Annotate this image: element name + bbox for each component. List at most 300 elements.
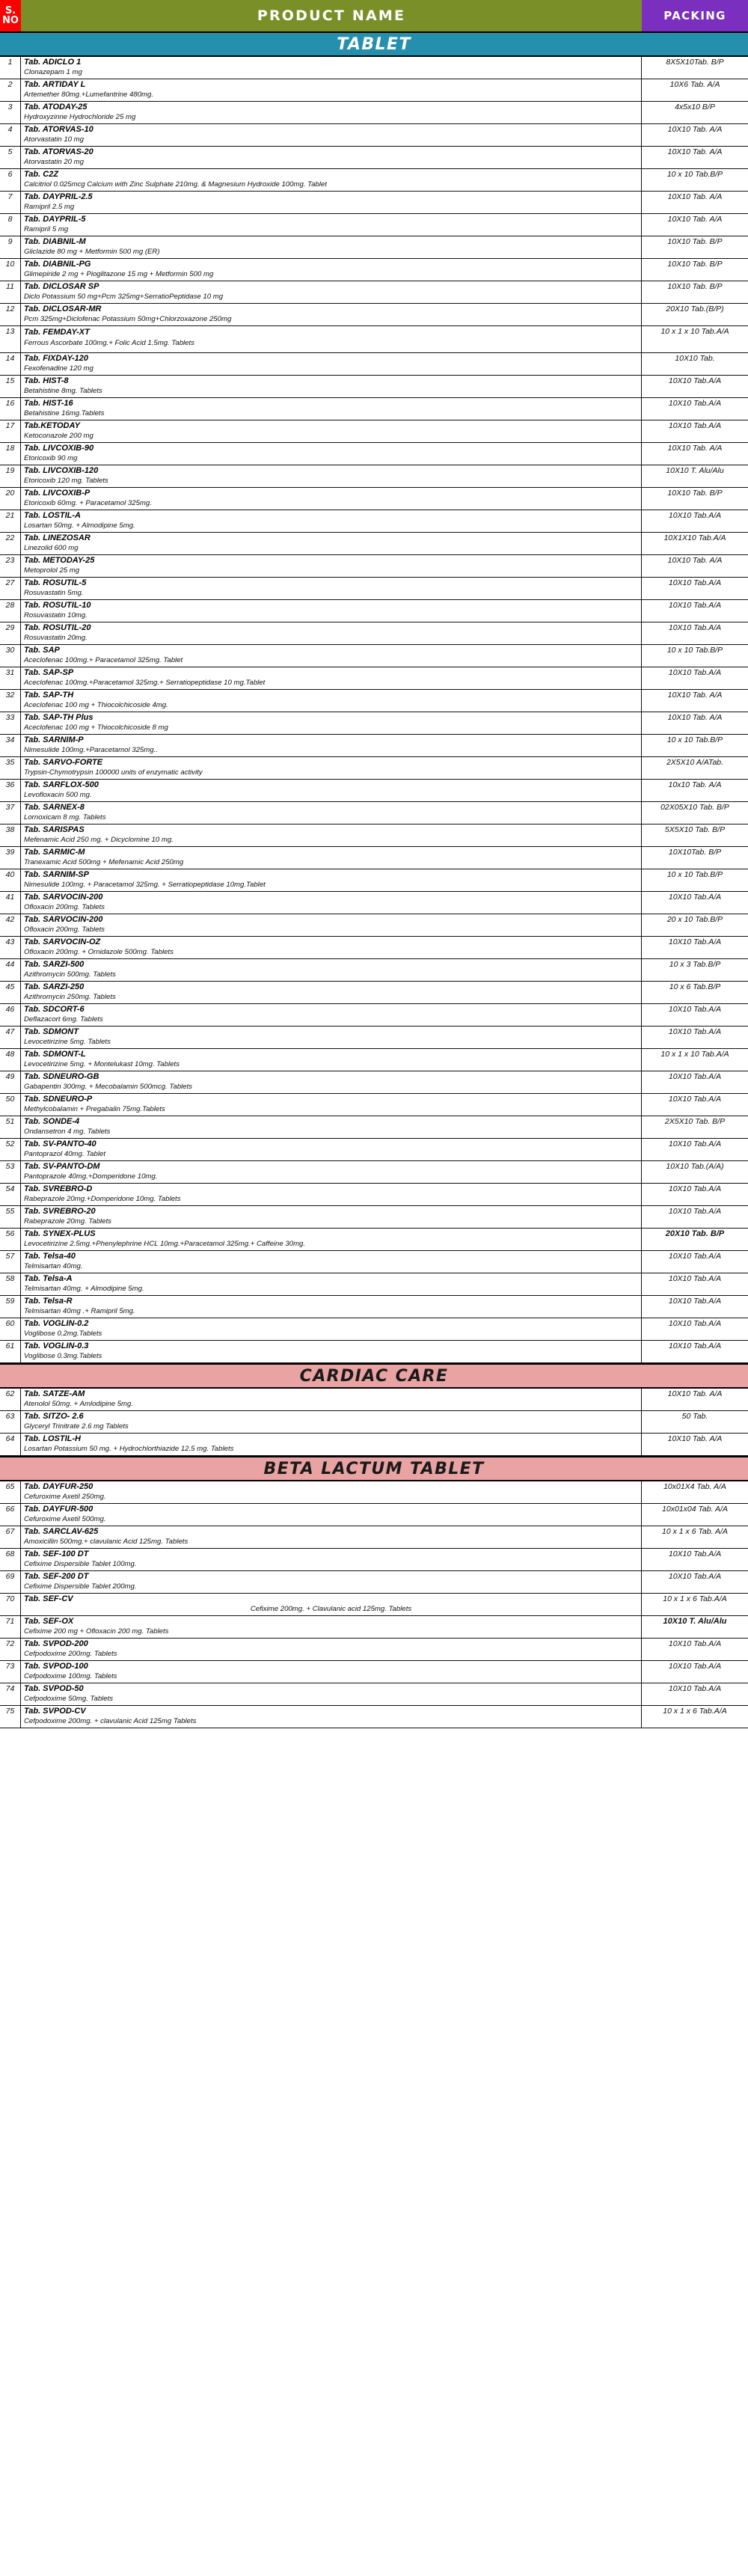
row-packing: 10 x 6 Tab.B/P: [669, 982, 721, 991]
product-brand-name: Tab. DAYFUR-500: [24, 1505, 94, 1514]
table-row: [0, 281, 748, 304]
row-packing: 20X10 Tab.(B/P): [666, 305, 724, 313]
table-row: [0, 1549, 748, 1571]
table-row: [0, 1616, 748, 1639]
row-product-cell: [21, 847, 642, 869]
table-row: [0, 1049, 748, 1071]
table-row: [0, 712, 748, 735]
row-product-cell: [21, 937, 642, 958]
product-composition: Rabeprazole 20mg. Tablets: [24, 1217, 111, 1226]
table-row: [0, 57, 748, 79]
row-packing: 10X10 Tab. A/A: [667, 215, 723, 224]
row-product-cell: [21, 1481, 642, 1503]
row-serial-no: 43: [0, 937, 21, 958]
row-serial-no: 40: [0, 869, 21, 891]
row-serial-no: 64: [0, 1434, 21, 1455]
product-composition: Deflazacort 6mg. Tablets: [24, 1015, 103, 1024]
row-product-cell: [21, 1341, 642, 1362]
row-serial-no: 7: [0, 192, 21, 213]
product-brand-name: Tab. SARCLAV-625: [24, 1527, 99, 1536]
row-packing: 10X10 Tab.A/A: [668, 1572, 722, 1581]
table-row: [0, 443, 748, 465]
product-brand-name: Tab. ATODAY-25: [24, 103, 88, 111]
product-composition: Betahistine 8mg. Tablets: [24, 387, 102, 395]
row-packing: 10 x 1 x 6 Tab.A/A: [663, 1707, 727, 1716]
row-product-cell: [21, 1027, 642, 1048]
product-brand-name: Tab. SV-PANTO-40: [24, 1139, 96, 1148]
table-row: [0, 1571, 748, 1594]
row-packing: 20 x 10 Tab.B/P: [666, 915, 723, 924]
row-product-cell: [21, 780, 642, 801]
product-brand-name: Tab. SARVO-FORTE: [24, 758, 103, 767]
table-row: [0, 1184, 748, 1206]
row-packing: 10X10 Tab.A/A: [668, 1549, 722, 1558]
row-product-cell: [21, 488, 642, 510]
product-composition: Amoxicillin 500mg.+ clavulanic Acid 125mg. Tablets: [24, 1538, 188, 1546]
row-serial-no: 44: [0, 959, 21, 981]
table-row: [0, 1229, 748, 1251]
row-packing: 10X10 Tab. A/A: [667, 444, 723, 453]
product-composition: Atenolol 50mg. + Amlodipine 5mg.: [24, 1400, 134, 1408]
table-row: [0, 780, 748, 802]
row-product-cell: [21, 1094, 642, 1116]
table-row: [0, 578, 748, 600]
row-product-cell: [21, 600, 642, 622]
row-packing: 10X10 Tab.A/A: [668, 1184, 722, 1193]
row-serial-no: 34: [0, 735, 21, 756]
row-product-cell: [21, 1661, 642, 1683]
product-brand-name: Tab. SEF-100 DT: [24, 1549, 89, 1558]
table-row: [0, 192, 748, 214]
row-packing: 10X10 Tab.(A/A): [666, 1162, 724, 1171]
row-packing: 10x01X4 Tab. A/A: [663, 1482, 726, 1491]
row-product-cell: [21, 578, 642, 599]
row-product-cell: [21, 376, 642, 397]
table-row: [0, 1661, 748, 1683]
row-packing: 10X10 Tab.A/A: [668, 1072, 722, 1081]
row-packing: 10X10 T. Alu/Alu: [663, 1617, 727, 1626]
row-product-cell: [21, 281, 642, 303]
product-brand-name: Tab. Telsa-40: [24, 1252, 76, 1261]
row-product-cell: [21, 802, 642, 824]
row-serial-no: 50: [0, 1094, 21, 1116]
table-row: [0, 757, 748, 780]
row-product-cell: [21, 1549, 642, 1570]
row-serial-no: 65: [0, 1481, 21, 1503]
row-product-cell: [21, 1273, 642, 1295]
row-product-cell: [21, 1139, 642, 1160]
row-serial-no: 69: [0, 1571, 21, 1593]
table-row: [0, 645, 748, 667]
table-row: [0, 214, 748, 236]
row-packing: 10X1X10 Tab.A/A: [663, 533, 726, 542]
row-packing: 4x5x10 B/P: [675, 103, 715, 111]
row-serial-no: 42: [0, 914, 21, 936]
row-serial-no: 58: [0, 1273, 21, 1295]
row-product-cell: [21, 1071, 642, 1093]
row-product-cell: [21, 1229, 642, 1250]
product-brand-name: Tab. SVPOD-50: [24, 1684, 84, 1693]
table-row: [0, 1683, 748, 1706]
row-serial-no: 51: [0, 1116, 21, 1138]
row-packing: 10X10 Tab. A/A: [667, 556, 723, 565]
row-serial-no: 31: [0, 667, 21, 689]
row-product-cell: [21, 1049, 642, 1071]
row-product-cell: [21, 465, 642, 487]
row-serial-no: 12: [0, 304, 21, 325]
table-row: [0, 259, 748, 281]
table-row: [0, 1411, 748, 1434]
product-composition: Cefuroxime Axetil 500mg.: [24, 1515, 106, 1523]
row-serial-no: 22: [0, 533, 21, 554]
table-row: [0, 1434, 748, 1456]
row-product-cell: [21, 914, 642, 936]
product-composition: Diclo Potassium 50 mg+Pcm 325mg+SerratioPeptidase 10 mg: [24, 293, 224, 301]
product-composition: Etoricoxib 60mg. + Paracetamol 325mg.: [24, 499, 152, 507]
product-brand-name: Tab. SVREBRO-D: [24, 1184, 93, 1193]
row-packing: 2X5X10 A/ATab.: [666, 758, 724, 767]
product-composition: Etoricoxib 90 mg: [24, 454, 78, 462]
product-composition: Tranexamic Acid 500mg + Mefenamic Acid 250mg: [24, 858, 184, 866]
row-serial-no: 10: [0, 259, 21, 281]
product-brand-name: Tab. Telsa-A: [24, 1274, 73, 1283]
product-composition: Telmisartan 40mg.: [24, 1262, 83, 1270]
row-packing: 10X10 Tab.A/A: [668, 623, 722, 632]
row-product-cell: [21, 259, 642, 281]
product-composition: Metoprolol 25 mg: [24, 566, 80, 575]
row-packing: 10 x 10 Tab.B/P: [666, 735, 723, 744]
product-brand-name: Tab. LINEZOSAR: [24, 533, 91, 542]
row-product-cell: [21, 353, 642, 375]
product-composition: Levofloxacin 500 mg.: [24, 791, 92, 799]
section-band: TABLET: [0, 31, 748, 57]
serial-no-label-line1: S.: [4, 5, 16, 16]
product-brand-name: Tab. LIVCOXIB-P: [24, 489, 91, 498]
table-row: [0, 376, 748, 398]
row-product-cell: [21, 1206, 642, 1228]
row-product-cell: [21, 645, 642, 667]
product-brand-name: Tab.KETODAY: [24, 421, 80, 430]
table-row: [0, 1071, 748, 1094]
product-composition: Levocetirizine 5mg. Tablets: [24, 1038, 111, 1046]
table-row: [0, 353, 748, 376]
row-serial-no: 8: [0, 214, 21, 236]
row-product-cell: [21, 622, 642, 644]
row-product-cell: [21, 869, 642, 891]
table-row: [0, 304, 748, 326]
row-product-cell: [21, 959, 642, 981]
row-serial-no: 63: [0, 1411, 21, 1433]
product-brand-name: Tab. ROSUTIL-5: [24, 578, 87, 587]
row-product-cell: [21, 1594, 642, 1615]
row-packing: 10X10 Tab. A/A: [667, 691, 723, 700]
row-packing: 50 Tab.: [681, 1412, 708, 1421]
row-product-cell: [21, 1571, 642, 1593]
row-packing: 10 x 1 x 10 Tab.A/A: [660, 1050, 729, 1059]
product-brand-name: Tab. C2Z: [24, 170, 59, 179]
row-serial-no: 53: [0, 1161, 21, 1183]
row-packing: 10X10 Tab.: [675, 354, 715, 363]
table-row: [0, 1341, 748, 1363]
row-product-cell: [21, 1434, 642, 1455]
product-composition: Ofloxacin 200mg. Tablets: [24, 903, 105, 911]
product-brand-name: Tab. DIABNIL-PG: [24, 260, 91, 269]
table-row: [0, 398, 748, 420]
row-product-cell: [21, 735, 642, 756]
row-packing: 2X5X10 Tab. B/P: [664, 1117, 726, 1126]
product-brand-name: Tab. DICLOSAR SP: [24, 282, 99, 291]
row-packing: 10X10 Tab.A/A: [668, 376, 722, 385]
row-product-cell: [21, 510, 642, 532]
product-brand-name: Tab. VOGLIN-0.2: [24, 1319, 89, 1328]
row-product-cell: [21, 1526, 642, 1548]
product-brand-name: Tab. SARNEX-8: [24, 803, 85, 812]
product-brand-name: Tab. SAP-TH Plus: [24, 713, 94, 722]
product-composition: Glimepiride 2 mg + Pioglitazone 15 mg + Metformin 500 mg: [24, 270, 214, 278]
product-brand-name: Tab. Telsa-R: [24, 1297, 73, 1306]
product-composition: Cefixime Dispersible Tablet 200mg.: [24, 1582, 137, 1591]
product-brand-name: Tab. SITZO- 2.6: [24, 1412, 84, 1421]
table-row: [0, 802, 748, 824]
product-composition: Aceclofenac 100mg.+Paracetamol 325mg.+ Serratiopeptidase 10 mg.Tablet: [24, 679, 266, 687]
row-product-cell: [21, 214, 642, 236]
row-product-cell: [21, 326, 642, 352]
table-row: [0, 824, 748, 847]
row-packing: 10X10 Tab.A/A: [668, 1139, 722, 1148]
row-product-cell: [21, 690, 642, 712]
row-serial-no: 57: [0, 1251, 21, 1273]
row-packing: 10X10 Tab.A/A: [668, 1319, 722, 1328]
column-header-product-name: PRODUCT NAME: [21, 0, 642, 31]
product-brand-name: Tab. SVPOD-100: [24, 1662, 88, 1671]
product-composition: Cefpodoxime 100mg. Tablets: [24, 1672, 117, 1680]
row-serial-no: 3: [0, 102, 21, 123]
product-composition: Atorvastatin 20 mg: [24, 158, 84, 166]
product-brand-name: Tab. ROSUTIL-10: [24, 601, 91, 610]
row-product-cell: [21, 236, 642, 258]
row-serial-no: 36: [0, 780, 21, 801]
row-packing: 10 x 1 x 6 Tab.A/A: [663, 1594, 727, 1603]
row-packing: 10x10 Tab. A/A: [668, 780, 722, 789]
row-product-cell: [21, 824, 642, 846]
product-composition: Voglibose 0.2mg.Tablets: [24, 1330, 102, 1338]
row-product-cell: [21, 147, 642, 168]
product-brand-name: Tab. SAP-SP: [24, 668, 74, 677]
product-composition: Losartan 50mg. + Almodipine 5mg.: [24, 521, 135, 530]
row-serial-no: 29: [0, 622, 21, 644]
row-product-cell: [21, 79, 642, 101]
row-product-cell: [21, 420, 642, 442]
row-product-cell: [21, 1389, 642, 1410]
product-brand-name: Tab. ATORVAS-10: [24, 125, 94, 134]
row-serial-no: 30: [0, 645, 21, 667]
product-brand-name: Tab. LOSTIL-A: [24, 511, 81, 520]
section-band: BETA LACTUM TABLET: [0, 1456, 748, 1481]
product-composition: Fexofenadine 120 mg: [24, 364, 94, 373]
table-row: [0, 847, 748, 869]
row-product-cell: [21, 192, 642, 213]
row-serial-no: 55: [0, 1206, 21, 1228]
row-packing: 5X5X10 Tab. B/P: [664, 825, 726, 834]
row-serial-no: 4: [0, 124, 21, 146]
row-serial-no: 2: [0, 79, 21, 101]
table-row: [0, 1004, 748, 1027]
product-brand-name: Tab. SARZI-250: [24, 982, 85, 991]
product-composition: Nimesulide 100mg. + Paracetamol 325mg. + Serratiopeptidase 10mg.Tablet: [24, 881, 266, 889]
table-row: [0, 1296, 748, 1318]
product-composition: Aceclofenac 100 mg + Thiocolchicoside 8 mg: [24, 723, 168, 732]
row-serial-no: 27: [0, 578, 21, 599]
product-brand-name: Tab. LOSTIL-H: [24, 1434, 81, 1443]
row-packing: 10X10 Tab.A/A: [668, 1252, 722, 1261]
row-product-cell: [21, 124, 642, 146]
row-product-cell: [21, 555, 642, 577]
product-brand-name: Tab. SVREBRO-20: [24, 1207, 96, 1216]
row-serial-no: 1: [0, 57, 21, 79]
row-packing: 02X05X10 Tab. B/P: [660, 803, 729, 812]
product-composition: Cefpodoxime 200mg. + clavulanic Acid 125mg Tablets: [24, 1717, 197, 1725]
product-brand-name: Tab. SATZE-AM: [24, 1389, 85, 1398]
row-packing: 20X10 Tab. B/P: [665, 1229, 725, 1238]
product-brand-name: Tab. SARFLOX-500: [24, 780, 99, 789]
row-serial-no: 70: [0, 1594, 21, 1615]
row-serial-no: 37: [0, 802, 21, 824]
row-packing: 10X10 Tab. A/A: [667, 192, 723, 201]
product-brand-name: Tab. SONDE-4: [24, 1117, 80, 1126]
product-composition: Ofloxacin 200mg. Tablets: [24, 926, 105, 934]
row-product-cell: [21, 982, 642, 1003]
row-packing: 10X10 Tab.A/A: [668, 937, 722, 946]
product-composition: Ramipril 2.5 mg: [24, 203, 75, 211]
row-serial-no: 39: [0, 847, 21, 869]
table-row: [0, 1206, 748, 1229]
product-brand-name: Tab. SEF-OX: [24, 1617, 74, 1626]
row-packing: 10X10 Tab. A/A: [667, 1389, 723, 1398]
row-packing: 10 x 10 Tab.B/P: [666, 170, 723, 179]
row-serial-no: 6: [0, 169, 21, 191]
table-row: [0, 420, 748, 443]
row-serial-no: 32: [0, 690, 21, 712]
row-serial-no: 52: [0, 1139, 21, 1160]
product-brand-name: Tab. SAP-TH: [24, 691, 74, 700]
table-row: [0, 982, 748, 1004]
row-serial-no: 35: [0, 757, 21, 779]
product-composition: Methylcobalamin + Pregabalin 75mg.Tablets: [24, 1105, 165, 1113]
row-packing: 10 x 1 x 10 Tab.A/A: [660, 327, 729, 336]
product-brand-name: Tab. SARMIC-M: [24, 848, 85, 857]
product-brand-name: Tab. ATORVAS-20: [24, 147, 94, 156]
product-brand-name: Tab. SARISPAS: [24, 825, 85, 834]
row-serial-no: 41: [0, 892, 21, 914]
table-row: [0, 914, 748, 937]
row-packing: 10x01x04 Tab. A/A: [662, 1505, 728, 1514]
row-product-cell: [21, 1504, 642, 1526]
row-packing: 10X10 Tab.A/A: [668, 578, 722, 587]
row-serial-no: 20: [0, 488, 21, 510]
row-packing: 10X10 Tab.A/A: [668, 601, 722, 610]
row-serial-no: 5: [0, 147, 21, 168]
row-packing: 10X10 Tab.A/A: [668, 1639, 722, 1648]
table-row: [0, 326, 748, 353]
product-composition: Lornoxicam 8 mg. Tablets: [24, 813, 106, 822]
row-serial-no: 28: [0, 600, 21, 622]
product-brand-name: Tab. SEF-CV: [24, 1594, 73, 1603]
product-brand-name: Tab. ADICLO 1: [24, 58, 82, 67]
row-packing: 10X10 Tab. A/A: [667, 713, 723, 722]
product-composition: Levocetirizine 2.5mg.+Phenylephrine HCL 10mg.+Paracetamol 325mg.+ Caffeine 30mg.: [24, 1240, 306, 1248]
row-packing: 10X10 Tab. A/A: [667, 1434, 723, 1443]
table-row: [0, 622, 748, 645]
table-row: [0, 667, 748, 690]
row-packing: 10X10 T. Alu/Alu: [666, 466, 724, 475]
product-composition: Glyceryl Trinitrate 2.6 mg Tablets: [24, 1422, 129, 1431]
row-serial-no: 17: [0, 420, 21, 442]
row-packing: 10X10 Tab. B/P: [667, 260, 723, 269]
product-brand-name: Tab. DICLOSAR-MR: [24, 305, 102, 313]
product-composition: Levocetirizine 5mg. + Montelukast 10mg. Tablets: [24, 1060, 180, 1068]
row-serial-no: 9: [0, 236, 21, 258]
row-packing: 10X10 Tab. B/P: [667, 237, 723, 246]
row-product-cell: [21, 443, 642, 465]
table-row: [0, 1389, 748, 1411]
row-packing: 10 x 1 x 6 Tab. A/A: [662, 1527, 728, 1536]
row-packing: 10X10 Tab. B/P: [667, 489, 723, 498]
table-row: [0, 1526, 748, 1549]
column-header-packing: PACKING: [642, 0, 748, 31]
product-composition: Pantoprazole 40mg.+Domperidone 10mg.: [24, 1172, 158, 1181]
product-brand-name: Tab. SV-PANTO-DM: [24, 1162, 100, 1171]
product-brand-name: Tab. DIABNIL-M: [24, 237, 86, 246]
row-packing: 10X10 Tab.A/A: [668, 1297, 722, 1306]
product-composition: Pcm 325mg+Diclofenac Potassium 50mg+Chlorzoxazone 250mg: [24, 315, 232, 323]
product-brand-name: Tab. SYNEX-PLUS: [24, 1229, 96, 1238]
row-packing: 10X10 Tab.A/A: [668, 1027, 722, 1036]
row-product-cell: [21, 667, 642, 689]
row-product-cell: [21, 1318, 642, 1340]
product-brand-name: Tab. HIST-16: [24, 399, 73, 408]
product-composition: Azithromycin 250mg. Tablets: [24, 993, 116, 1001]
row-product-cell: [21, 1004, 642, 1026]
product-brand-name: Tab. FIXDAY-120: [24, 354, 88, 363]
row-product-cell: [21, 1706, 642, 1728]
table-row: [0, 892, 748, 914]
row-packing: 10X10 Tab.A/A: [668, 1207, 722, 1216]
row-packing: 10X10 Tab. B/P: [667, 282, 723, 291]
table-row: [0, 1139, 748, 1161]
table-row: [0, 533, 748, 555]
product-composition: Gliclazide 80 mg + Metformin 500 mg (ER): [24, 248, 160, 256]
product-brand-name: Tab. SAP: [24, 646, 60, 655]
product-composition: Pantoprazol 40mg. Tablet: [24, 1150, 105, 1158]
row-serial-no: 48: [0, 1049, 21, 1071]
table-row: [0, 147, 748, 169]
product-composition: Nimesulide 100mg.+Paracetamol 325mg..: [24, 746, 158, 754]
table-row: [0, 1273, 748, 1296]
row-serial-no: 47: [0, 1027, 21, 1048]
product-brand-name: Tab. ARTIDAY L: [24, 80, 86, 89]
table-row: [0, 1639, 748, 1661]
row-product-cell: [21, 892, 642, 914]
row-serial-no: 72: [0, 1639, 21, 1660]
table-row: [0, 1706, 748, 1728]
product-composition: Hydroxyzinne Hydrochloride 25 mg: [24, 113, 136, 121]
row-serial-no: 74: [0, 1683, 21, 1705]
product-composition: Losartan Potassium 50 mg. + Hydrochlorthiazide 12.5 mg. Tablets: [24, 1445, 234, 1453]
row-serial-no: 23: [0, 555, 21, 577]
row-serial-no: 38: [0, 824, 21, 846]
product-composition: Cefixime Dispersible Tablet 100mg.: [24, 1560, 137, 1568]
product-brand-name: Tab. SEF-200 DT: [24, 1572, 89, 1581]
